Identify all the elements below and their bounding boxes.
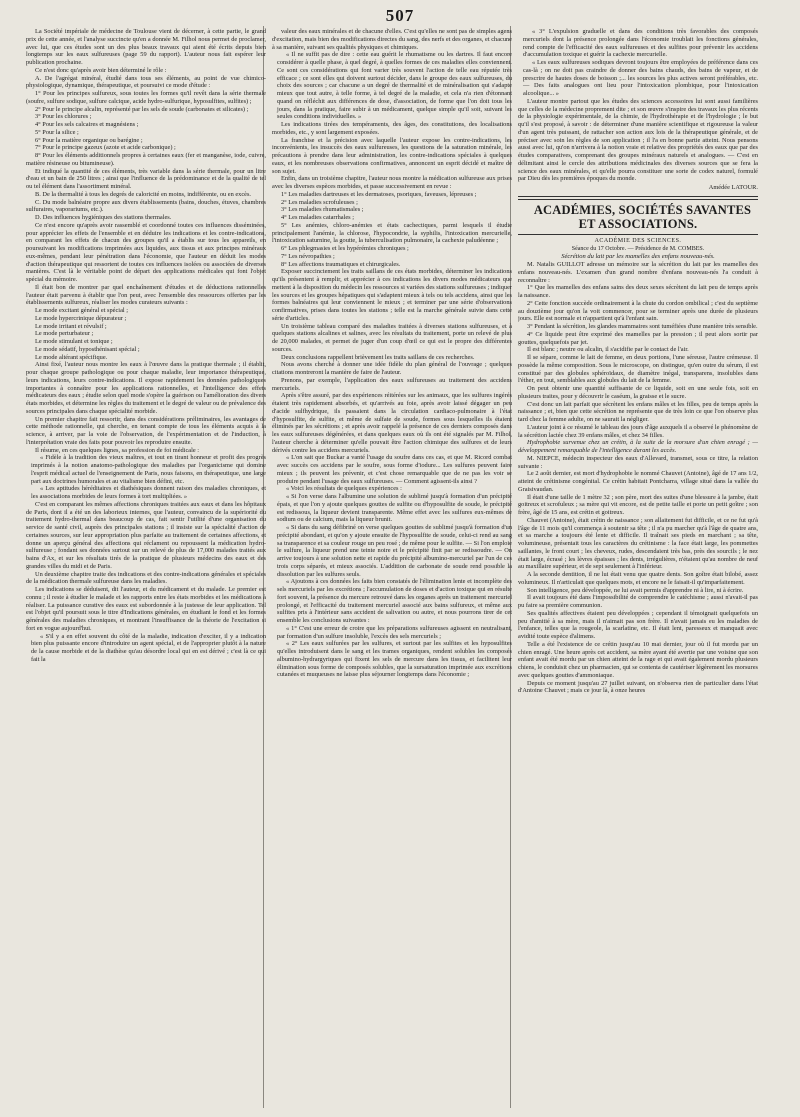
paragraph: Le mode irritant et révulsif ; xyxy=(35,322,107,330)
paragraph: La Société impériale de médecine de Toulouse vient de décerner, à cette partie, le grand prix de cette année, et l'analyse succincte qu'en a donnée M. Filhol nous permet de proclamer, avec lui, que ces études sont un des plus beaux travaux qui aient été écrits depuis bien longtemps sur les eaux sulfureuses (page 59 du rapport). L'auteur nous fait espérer leur publication prochaine. xyxy=(26,28,266,66)
page-number: 507 xyxy=(385,6,415,25)
paragraph: valeur des eaux minérales et de chacune d'elles. C'est qu'elles ne sont pas de simples agens d'excitation, mais bien des modifications directes du sang, des nerfs et des organes, et chacune à sa manière, suivant ses qualités physiques et chimiques. xyxy=(272,28,512,51)
paragraph: Il avait toujours été dans l'impossibilité de comprendre le catéchisme ; aussi n'avait-il pas pu faire sa première communion. xyxy=(518,594,758,609)
article-subtitle: Hydrophobie survenue chez un crétin, à la suite de la morsure d'un chien enragé ; — développement remarquable de l'intelligence durant les accès. xyxy=(518,439,758,454)
author-signature: Amédée LATOUR. xyxy=(708,184,758,191)
paragraph: 4° Les maladies catarrhales ; xyxy=(281,214,354,221)
paragraph: A la seconde dentition, il ne lui était venu que quatre dents. Son goître était bilobé, assez volumineux. Il n'articulait que quelques mots, et encore ne le faisait-il qu'imparfaitement. xyxy=(518,571,758,586)
paragraph: 6° Pour la matière organique ou barégine ; xyxy=(35,136,143,144)
paragraph: Après s'être assuré, par des expériences réitérées sur les animaux, que les sulfures ingérés étaient très rapidement absorbés, et qu'arrivés au foie, après avoir laissé dégager un peu d'acide sulfhydrique, ils passaient dans la circulation cardiaco-pulmonaire à l'état d'hyposulfite, de sulfite, et même de sulfate de soude, formes sous lesquelles ils étaient éliminés par les sécrétions ; et après avoir rappelé la présence de ces derniers composés dans les eaux sulfureuses dégénérées, et dans quelques eaux où ils ont été signalés par M. Filhol, l'auteur cherche à déterminer qu'elle pouvait être l'action chimique des sulfures et de leurs dérivés contre les accidens mercuriels. xyxy=(272,392,512,454)
paragraph: « Les eaux sulfureuses sodiques devront toujours être employées de préférence dans ces cas-là ; on ne doit pas craindre de donner des bains chauds, des bains de vapeur, et de prescrire de hautes doses de boisson ;... les sources les plus actives seront préférables, etc. — Des faits analogues ont lieu pour l'intoxication plombique, pour l'intoxication alcoolique... » xyxy=(523,59,758,97)
column-3-bottom-text xyxy=(518,261,758,695)
paragraph: Ce n'est encore qu'après avoir rassemblé et coordonné toutes ces influences disséminées, pour apprécier les effets de l'ensemble et en déduire les indications et les contre-indications, en comparant les effets de chacun des groupes qu'il a établis sur tous les appareils, en poursuivant les modifications imprimées aux liquides, aux tissus et aux principes minéraux eux-mêmes, pendant leur pénétration dans l'économie, que l'auteur en déduit les modes d'action thérapeutique qui ressortent de toutes ces influences isolées ou associées de diverses manières. C'est là le véritable point de départ des applications médicales qui font l'objet spécial du mémoire. xyxy=(26,221,266,283)
paragraph: 3° Pendant la sécrétion, les glandes mammaires sont tuméfiées d'une manière très sensible. xyxy=(527,323,758,330)
paragraph: L'auteur joint à ce résumé le tableau des jours d'âge auxquels il a observé le phénomène de la sécrétion lactée chez 39 enfans mâles, et chez 34 filles. xyxy=(518,423,758,439)
paragraph: 4° Pour les sels calcaires et magnésiens ; xyxy=(35,121,139,128)
paragraph: 3° Pour les chlorures ; xyxy=(35,113,92,121)
paragraph: Les indications tirées des tempéraments, des âges, des constitutions, des localisations morbides, etc., y sont largement exposées. xyxy=(272,121,512,136)
paragraph: « S'il y a en effet souvent du côté de la maladie, indication d'exciter, il y a indication bien plus puissante encore d'introduire un agent spécial, et de l'approprier plutôt à la nature de la cause morbide et de la diathèse qu'au désordre local qui en est dérivé ; c'est là ce qui fait la xyxy=(31,632,266,663)
paragraph: Un premier chapitre fait ressortir, dans des considérations préliminaires, les avantages de cette méthode rationnelle, qui cherche, en tenant compte de tous les éléments acquis à la science, à arriver, par la voie de l'observation, de l'expérimentation et de l'induction, à l'interprétation vraie des faits pour pouvoir les reproduire ensuite. xyxy=(26,415,266,446)
paragraph: L'auteur montre partout que les études des sciences accessoires lui sont aussi familières que celles de la médecine proprement dite ; et son œuvre s'inspire des travaux les plus récents de la physiologie expérimentale, de la chimie, de l'hydrothérapie et de l'hydrologie ; le but qu'il s'est proposé, à savoir : de déterminer d'une manière scientifique et rigoureuse la valeur d'un agent très puissant, de rattacher son action aux lois de la thérapeutique générale, et de préciser avec soin les règles de son application ; il l'a en bonne partie atteint. Nous pensons aussi avec lui, qu'on n'arrivera à la notion vraie et relative des propriétés des eaux que par des études comparatives, comprenant des groupes minéraux naturels et analogues. — C'est en délimitant ainsi le cercle des attributions médicinales des diverses sources que se fera la science des eaux minérales, et qu'elle pourra constituer une sorte de codex naturel, formulé par Dieu dès les premières époques du monde. xyxy=(518,97,758,183)
paragraph: 7° Pour le principe gazeux (azote et acide carbonique) ; xyxy=(35,144,176,152)
paragraph: « 3° L'expulsion graduelle et dans des conditions très favorables des composés mercuriels dont la présence prolongée dans l'économie troublait les fonctions générales, rend compte de l'efficacité des eaux sulfureuses et des sulfites pour prévenir les accidens d'accumulation toxique et guérir la cachexie mercurielle. xyxy=(523,28,758,59)
paragraph: 7° Les névropathies ; xyxy=(281,252,335,260)
paragraph: Son intelligence, peu développée, ne lui avait permis d'apprendre ni à lire, ni à écrire. xyxy=(527,586,744,594)
article-title: Sécrétion du lait par les mamelles des enfans nouveau-nés. xyxy=(561,253,715,261)
paragraph: Le mode hypercrinique dépurateur ; xyxy=(35,314,127,322)
paragraph: Le mode altérant spécifique. xyxy=(35,353,108,361)
paragraph: « Les aptitudes héréditaires et diathésiques donnent raison des maladies chroniques, et les associations morbides de leurs formes à tort multipliées. » xyxy=(31,485,266,500)
section-title: ACADÉMIES, SOCIÉTÉS SAVANTES ET ASSOCIATIONS. xyxy=(533,202,752,231)
paragraph: Ainsi fixé, l'auteur nous montre les eaux à l'œuvre dans la pratique thermale ; il établit, pour chaque groupe pathologique ou pour chaque maladie, leur importance thérapeutique, leurs indications, leurs contre-indications. Il expose rapidement les données pathologiques importantes à connaître pour les applications rationnelles, et l'intelligence des effets médicateurs des eaux ; étudie selon quel mode s'opère la guérison ou l'amélioration des divers états morbides, et détermine les règles du traitement et le degré de valeur ou de prévalence des sources principales dans chaque spécialité morbide. xyxy=(26,361,266,415)
paragraph: Deux conclusions rappellent brièvement les traits saillans de ces recherches. xyxy=(281,353,475,361)
paragraph: Ce n'est donc qu'après avoir bien déterminé le rôle : xyxy=(35,66,167,74)
paragraph: C'est donc un lait parfait que sécrètent les enfans mâles et les filles, peu de temps après la naissance ; et, bien que cette sécrétion ne représente que de très loin ce que l'on observe plus tard chez la femme adulte, on ne saurait la négliger. xyxy=(518,400,758,423)
paragraph: Chauvet (Antoine), était crétin de naissance ; son allaitement fut difficile, et ce ne fut qu'à l'âge de 11 mois qu'il commença à soutenir sa tête ; il n'a pu marcher qu'à l'âge de quatre ans, et sa marche a toujours été lente et difficile. Il traînait ses pieds en marchant ; sa tête, volumineuse, présentait tous les caractères du crétinisme : la face était large, les pommettes saillantes, le front court ; les cheveux, rudes, descendaient très bas, près des sourcils ; le nez était large, écrasé ; les lèvres épaisses ; les dents, irrégulières, n'étaient qu'au nombre de neuf au maxillaire supérieur, et de sept seulement à l'inférieur. xyxy=(518,516,758,571)
paragraph: Exposer succinctement les traits saillans de ces états morbides, déterminer les indications qu'ils présentent à remplir, et apprécier à ces indications les divers modes médicateurs que mettent à la disposition du médecin les ressources si variées des stations sulfureuses ; indiquer les sources et les groupes hépatiques qui s'adaptent mieux à tels ou tels accidens, ainsi que les formes balnéaires qui leur conviennent le mieux ; et terminer par une série d'observations confirmatives, prises dans toutes les stations ; telle est la marche générale suivie dans cette série d'articles. xyxy=(272,268,512,322)
paragraph: Les indications se déduisent, dit l'auteur, et du médicament et du malade. Le premier est connu ; il reste à étudier le malade et les rapports entre les états morbides et les médications à réaliser. La puissance curative des eaux est subordonnée à la justesse de leur application. Tel est l'objet qu'il poursuit sous le titre d'Indications générales, en étudiant le fond et les formes générales des maladies chroniques, et montrant l'insuffisance de la théorie de l'excitation si fort en vogue aujourd'hui. xyxy=(26,586,266,632)
paragraph: Le mode stimulant et tonique ; xyxy=(35,338,113,345)
paragraph: 1° Les maladies dartreuses et les dermatoses, psoriques, faveuses, lépreuses ; xyxy=(281,190,477,198)
paragraph: M. NIEPCE, médecin inspecteur des eaux d'Allevard, transmet, sous ce titre, la relation suivante : xyxy=(518,454,758,470)
paragraph: C. Du mode balnéaire propre aux divers établissements (bains, douches, étuves, chambres sulfuraires, vaporariums, etc.). xyxy=(26,198,266,214)
column-1 xyxy=(26,28,266,1103)
paragraph: « Si dans du sang défibriné on verse quelques gouttes de sublimé jusqu'à formation d'un précipité abondant, et qu'on y ajoute ensuite de l'hyposulfite de soude, celui-ci rend au sang sa transparence et sa couleur rouge un peu rosé ; de même pour le sulfite. — Si l'on emploie le sulfure, la liqueur prend une teinte noire et le précipité finit par se redissoudre. — On arrive toujours à une solution nette et rapide du précipité albumino-mercuriel par l'un de ces trois corps séparés, et mieux associés. L'addition de carbonate de soude rend possible la dissolution par les sulfures seuls. xyxy=(277,524,512,578)
paragraph: C'est en comparant les mêmes affections chroniques traitées aux eaux et dans les hôpitaux de Paris, dont il a été un des laborieux internes, que l'auteur, convaincu de la supériorité du traitement hydro-thermal dans beaucoup de cas, fait sentir l'utilité d'une organisation du service de santé civil, auprès des principales stations ; il insiste sur la spécialité d'action de certaines sources, sur leur appropriation plus parfaite au traitement de certaines affections, et donne un aperçu général des affections qui réclament ou repoussent la médication hydro-sulfureuse ; fondant ses données surtout sur un relevé de plus de 17,000 malades traités aux bains d'Ax, et sur les résultats tirés de la pratique de plusieurs médecins des eaux et des grandes villes du midi et de Paris. xyxy=(26,500,266,570)
paragraph: Le 2 août dernier, est mort d'hydrophobie le nommé Chauvet (Antoine), âgé de 17 ans 1/2, atteint de crétinisme congénital. Ce crétin habitait Pontcharra, village situé dans la vallée du Graisivaudan. xyxy=(518,470,758,493)
paragraph: Un troisième tableau comparé des maladies traitées à diverses stations sulfureuses, et à quelques stations alcalines et salines, avec les résultats du traitement, porte un relevé de plus de 20,000 malades, et permet de juger d'un coup d'œil ce qui est le propre des différentes sources. xyxy=(272,322,512,353)
paragraph: A. De l'agrégat minéral, étudié dans tous ses éléments, au point de vue chimico-physiologique, dynamique, thérapeutique, et poursuivi ce mode d'étude : xyxy=(26,74,266,90)
paragraph: Il se sépare, comme le lait de femme, en deux portions, l'une séreuse, l'autre crémeuse. Il possède la même composition. Sous le microscope, on distingue, qu'en outre du sérum, il est constitué par des globules sphéroïdaux, de diamètre inégal, transparens, insolubles dans l'éther, en tout, semblables aux globules du lait de la femme. xyxy=(518,354,758,385)
paragraph: 1° Pour les principes sulfureux, sous toutes les formes qu'il revêt dans la série thermale (soufre, sulfure sodique, sulfure calcique, acide hydro-sulfurique, hyposulfites, sulfites) ; xyxy=(26,90,266,105)
paragraph: « Si l'on verse dans l'albumine une solution de sublimé jusqu'à formation d'un précipité épais, et que l'on y ajoute quelques gouttes de sulfite ou d'hyposulfite de soude, le précipité est redissous, la liqueur devient transparente. Même effet avec les sulfures eux-mêmes de sodium ou de calcium, mais la liqueur brunit. xyxy=(277,493,512,524)
paragraph: On peut obtenir une quantité suffisante de ce liquide, soit en une seule fois, soit en plusieurs traites, pour y découvrir le caséum, la graisse et le sucre. xyxy=(518,385,758,400)
paragraph: Il était d'une taille de 1 mètre 32 ; son père, mort des suites d'une blessure à la jambe, était goitreux et scrofuleux ; sa mère qui vit encore, est de petite taille et porte un petit goître ; son frère, âgé de 15 ans, est crétin et goitreux. xyxy=(518,493,758,516)
paragraph: B. De la thermalité à tous les degrés de caloricité en moins, indifférente, ou en excès. xyxy=(35,190,252,198)
paragraph: Enfin, dans un troisième chapitre, l'auteur nous montre la médication sulfureuse aux prises avec les diverses espèces morbides, et passe successivement en revue : xyxy=(272,175,512,190)
academy-name: ACADÉMIE DES SCIENCES. xyxy=(594,237,682,244)
column-3-top-text xyxy=(518,28,758,183)
paragraph: La franchise et la précision avec laquelle l'auteur expose les contre-indications, les inconvénients, les insuccès des eaux sulfureuses, les questions de la saturation minérale, les précautions à prendre dans leur administration, les contre-indications spéciales à quelques eaux, et les nombreuses observations confirmatives, annoncent un esprit décidé et maître de son sujet. xyxy=(272,136,512,175)
paragraph: Il est blanc ; neutre ou alcalin, il s'acidifie par le contact de l'air. xyxy=(527,346,689,354)
paragraph: 8° Pour les éléments additionnels propres à certaines eaux (fer et manganèse, iode, cuivre, matière résineuse ou bitumineuse). xyxy=(26,152,266,167)
paragraph: Un deuxième chapitre traite des indications et des contre-indications générales et spéciales de la médication thermale sulfureuse dans les maladies. xyxy=(26,570,266,586)
section-bottom-rule xyxy=(518,234,758,235)
paragraph: Il était bon de montrer par quel enchaînement d'études et de déductions rationnelles l'auteur était parvenu à établir que l'on peut, avec l'ensemble des ressources offertes par les établissements sulfureux, réaliser les modes curateurs suivants : xyxy=(26,283,266,307)
paragraph: « 2° Les eaux sulfurées par les sulfures, et surtout par les sulfites et les hyposulfites qu'elles introduisent dans le sang et les trames organiques, rendent solubles les composés albumino-hydrargyriques qui fixent les sels de mercure dans les tissus, et facilitent leur élimination sous forme de composés solubles, que la sursaturation imprimée aux excrétions cutanées et muqueuses ne laisse plus séjourner longtemps dans l'économie ; xyxy=(277,640,512,679)
paragraph: 4° Ce liquide peut être exprimé des mamelles par la pression ; il peut alors sortir par gouttes, quelquefois par jet. xyxy=(518,330,758,346)
paragraph: D. Des influences hygiéniques des stations thermales. xyxy=(35,214,172,221)
paragraph: 5° Pour la silice ; xyxy=(35,128,79,136)
paragraph: Ses qualités affectives étaient peu développées ; cependant il témoignait quelquefois un peu d'amitié à sa mère, mais il n'aimait pas son frère. Il n'avait jamais eu les maladies de l'enfance, telles que la rougeole, la scarlatine, etc. Il était lent, paresseux et manquait avec avidité toute espèce d'alimens. xyxy=(518,609,758,640)
paragraph: 3° Les maladies rhumatismales ; xyxy=(281,206,364,214)
paragraph: 2° Cette fonction succède ordinairement à la chute du cordon ombilical ; c'est du septième au douzième jour qu'on la voit commencer, pour se terminer après une durée de plusieurs jours. Elle est normale et n'appartient qu'à l'enfant sain. xyxy=(518,299,758,323)
paragraph: 6° Les phlegmasies et les hypérémies chroniques ; xyxy=(281,245,409,252)
paragraph: « Ajoutons à ces données les faits bien constatés de l'élimination lente et incomplète des sels mercuriels par les excrétions ; l'accumulation de doses et d'action toxique qui en résulte fort souvent, la présence du mercure retrouvé dans les organes après un traitement mercuriel prolongé, et l'efficacité du traitement mercuriel associé aux bains sulfureux, et même aux sulfites pris à l'intérieur sans accident de salivation ou autre, et nous pourrons tirer de cet ensemble les conclusions suivantes : xyxy=(277,578,512,624)
paragraph: 2° Pour le principe alcalin, représenté par les sels de soude (carbonates et silicates) ; xyxy=(35,105,249,113)
paragraph: « L'on sait que Buckar a vanté l'usage du soufre dans ces cas, et que M. Ricord combat avec succès ces accidens par le soufre, sous forme d'iodure... Les sulfures peuvent faire mieux ; ils peuvent les prévenir, et c'est chose remarquable que de ne pas les voir se produire pendant l'usage des eaux sulfureuses. — Comment agissent-ils ainsi ? xyxy=(277,454,512,485)
paragraph: « Voici les résultats de quelques expériences : xyxy=(286,485,402,493)
paragraph: « Il ne suffit pas de dire : cette eau guérit le rhumatisme ou les dartres. Il faut encore considérer à quelle phase, à quel degré, à quelles formes de ces maladies elles conviennent. Ce sont ces considérations qui font varier très souvent l'action de telle eau réputée très efficace ; ce sont elles qui doivent surtout décider, dans le groupe des eaux sulfureuses, du choix des sources ; car chacune a un degré de thermalité et de minéralisation qui s'adapte mieux que tout autre, à telle forme, à tel degré de la maladie, et cela n'a rien d'étonnant quand on réfléchit aux différences de dose, d'association, de forme que l'on doit tous les jours, dans la pratique, faire subir à un médicament, quelque simple qu'il soit, suivant les seules conditions individuelles. » xyxy=(277,51,512,121)
paragraph: 8° Les affections traumatiques et chirurgicales. xyxy=(281,260,401,268)
paragraph: Et indiqué la quantité de ces éléments, très variable dans la série thermale, pour un litre d'eau et un bain de 250 litres ; ainsi que l'influence de la prédominance et de la qualité de tel ou tel élément dans l'assortiment minéral. xyxy=(26,167,266,190)
paragraph: Il résume, en ces quelques lignes, sa profession de foi médicale : xyxy=(35,446,200,454)
paragraph: 1° Que les mamelles des enfans sains des deux sexes sécrètent du lait peu de temps après la naissance. xyxy=(518,284,758,299)
paragraph: Telle a été l'existence de ce crétin jusqu'au 10 mai dernier, jour où il fut mordu par un chien enragé. Une heure après cet accident, sa mère ayant été avertie par une voisine que son enfant avait été mordu par un chien atteint de la rage et qui avait également mordu plusieurs chiens, le conduisit chez un pharmacien, qui se contenta de cautériser légèrement les morsures avec quelques gouttes d'ammoniaque. xyxy=(518,640,758,679)
column-3 xyxy=(518,28,758,1103)
paragraph: Prenons, par exemple, l'application des eaux sulfureuses au traitement des accidens mercuriels. xyxy=(272,376,512,392)
paragraph: Le mode perturbateur ; xyxy=(35,330,94,338)
column-2 xyxy=(272,28,512,1103)
paragraph: Depuis ce moment jusqu'au 27 juillet suivant, on n'observa rien de particulier dans l'état d'Antoine Chauvet ; mais ce jour là, à onze heures xyxy=(518,679,758,695)
section-top-rule xyxy=(518,196,758,200)
paragraph: 2° Les maladies scrofuleuses ; xyxy=(281,198,358,206)
paragraph: M. Natalis GUILLOT adresse un mémoire sur la sécrétion du lait par les mamelles des enfans nouveau-nés. L'examen d'un grand nombre d'enfans nouveau-nés l'a conduit à reconnaître : xyxy=(518,261,758,284)
paragraph: Nous avons cherché à donner une idée fidèle du plan général de l'ouvrage ; quelques citations montreront la manière de faire de l'auteur. xyxy=(272,361,512,376)
meeting-line: Séance du 17 Octobre. — Présidence de M. COMBES. xyxy=(571,245,705,252)
paragraph: « 1° C'est une erreur de croire que les préparations sulfureuses agissent en neutralisant, par formation d'un sulfure insoluble, l'excès des sels mercuriels ; xyxy=(277,624,512,640)
paragraph: 5° Les anémies, chloro-anémies et états cachectiques, parmi lesquels il étudie principalement l'anémie, la chlorose, l'hypocondrie, la syphilis, l'intoxication mercurielle, l'intoxication saturnine, la goutte, la tuberculisation pulmonaire, la cachexie paludéenne ; xyxy=(272,221,512,245)
paragraph: « Fidèle à la tradition des vieux maîtres, et tout en tirant honneur et profit des progrès imprimés à la notion anatomo-pathologique des maladies par l'organicisme qui domine l'esprit médical actuel de l'enseignement de Paris, nous faisons, en thérapeutique, une large part aux doctrines humorales et au vitalisme bien défini, etc. xyxy=(31,454,266,485)
paragraph: Le mode sédatif, hyposthénisant spécial ; xyxy=(35,345,140,353)
paragraph: Le mode excitant général et spécial ; xyxy=(35,307,128,314)
